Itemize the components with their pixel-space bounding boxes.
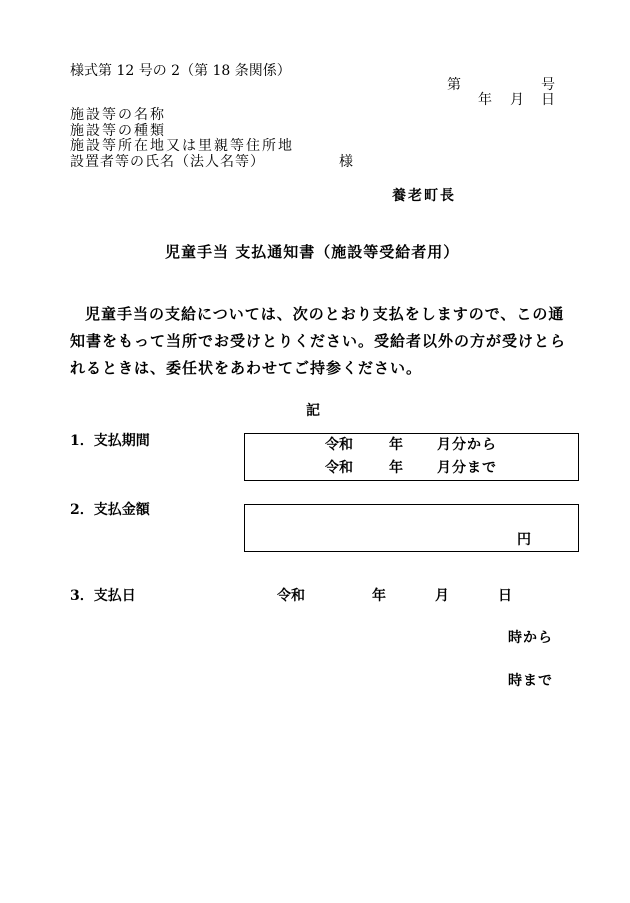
time-to: 時まで xyxy=(508,673,553,689)
document-number-suffix: 号 xyxy=(541,77,555,93)
payment-period-box xyxy=(244,433,579,481)
payment-date-label: 3．支払日 xyxy=(70,588,136,604)
header-month: 月 xyxy=(510,92,524,108)
ki-marker: 記 xyxy=(306,403,320,419)
date-day: 日 xyxy=(498,588,512,604)
payment-period-label: 1．支払期間 xyxy=(70,433,150,449)
facility-address-label: 施設等所在地又は里親等住所地 xyxy=(70,138,294,154)
facility-name-label: 施設等の名称 xyxy=(70,107,166,123)
period-from-month: 月分から xyxy=(437,437,497,453)
owner-name-label: 設置者等の氏名（法人名等） xyxy=(70,154,265,170)
period-from-era: 令和 xyxy=(325,437,353,453)
honorific-sama: 様 xyxy=(339,154,353,170)
period-from-year: 年 xyxy=(389,437,403,453)
amount-unit-yen: 円 xyxy=(517,532,531,548)
period-to-year: 年 xyxy=(389,460,403,476)
date-year: 年 xyxy=(372,588,386,604)
document-title: 児童手当 支払通知書（施設等受給者用） xyxy=(165,243,460,261)
header-year: 年 xyxy=(478,92,492,108)
period-to-month: 月分まで xyxy=(437,460,497,476)
sender-mayor: 養老町長 xyxy=(392,188,456,204)
date-era: 令和 xyxy=(277,588,305,604)
time-from: 時から xyxy=(508,630,553,646)
facility-type-label: 施設等の種類 xyxy=(70,123,166,139)
payment-amount-label: 2．支払金額 xyxy=(70,502,150,518)
notice-body-text: 児童手当の支給については、次のとおり支払をしますので、この通知書をもって当所でお受けとりください。受給者以外の方が受けとられるときは、委任状をあわせてご持参ください。 xyxy=(70,305,567,377)
form-reference: 様式第 12 号の 2（第 18 条関係） xyxy=(70,63,291,79)
header-day: 日 xyxy=(541,92,555,108)
date-month: 月 xyxy=(435,588,449,604)
period-to-era: 令和 xyxy=(325,460,353,476)
document-number-prefix: 第 xyxy=(447,77,461,93)
